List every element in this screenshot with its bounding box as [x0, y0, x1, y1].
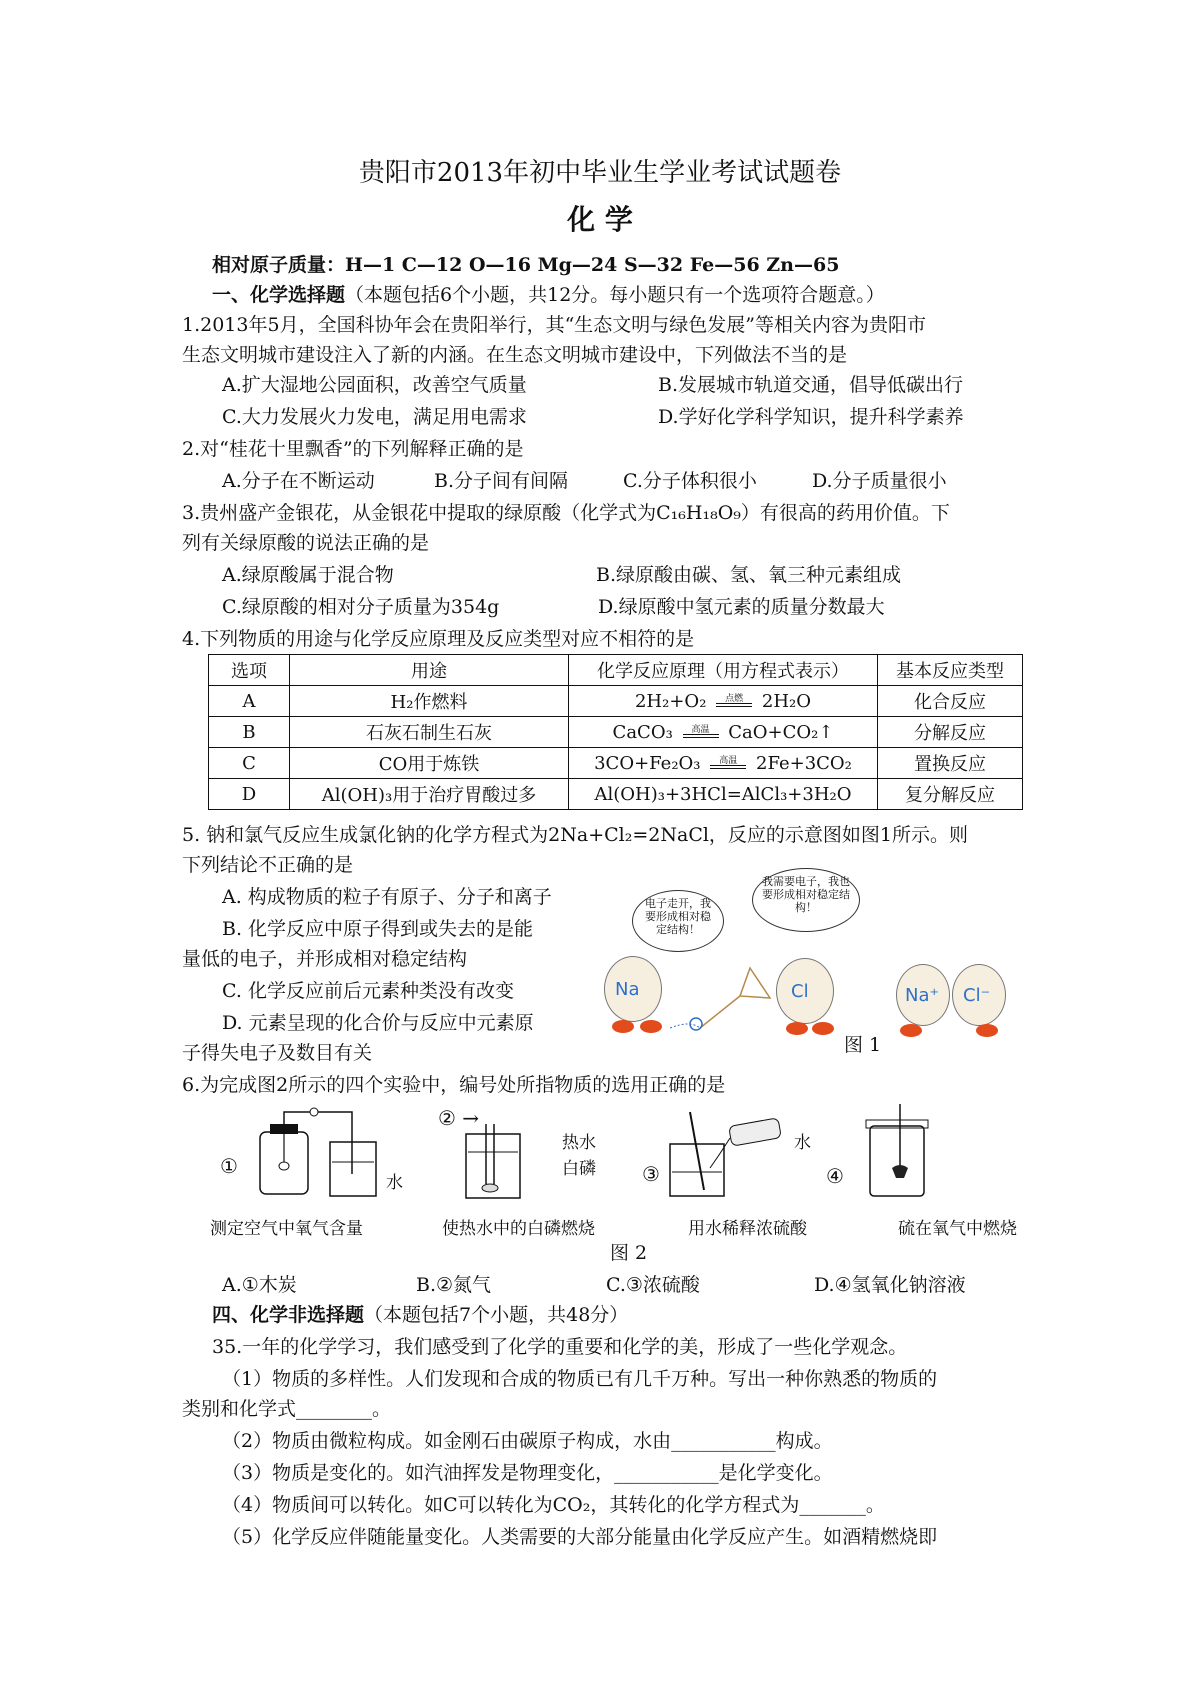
table-row: [209, 748, 1023, 779]
q3-option-b: B.绿原酸由碳、氢、氧三种元素组成: [596, 564, 902, 586]
label-number-1: ①: [220, 1154, 238, 1178]
cl-ion-label: Cl⁻: [963, 985, 991, 1006]
q2-option-a: A.分子在不断运动: [222, 470, 375, 492]
header-use: 用途: [290, 655, 569, 686]
label-number-3: ③: [642, 1162, 660, 1186]
q5-option-d-line2: 子得失电子及数目有关: [182, 1042, 373, 1064]
foot-icon: [976, 1024, 998, 1037]
q3-stem-line2: 列有关绿原酸的说法正确的是: [182, 532, 430, 554]
figure-1: [600, 868, 1030, 1058]
label-hot-water: 热水: [562, 1133, 596, 1153]
na-ion-label: Na⁺: [905, 985, 939, 1006]
row-equation: [569, 748, 878, 779]
q3-option-a: A.绿原酸属于混合物: [222, 564, 394, 586]
foot-icon: [786, 1022, 808, 1035]
eq-arrow: [706, 755, 750, 769]
row-equation: [569, 717, 878, 748]
foot-icon: [900, 1024, 922, 1037]
speech-bubble-na: 电子走开，我要形成相对稳定结构！: [632, 890, 724, 952]
row-use: 石灰石制生石灰: [290, 717, 569, 748]
q35-part2: （2）物质由微粒构成。如金刚石由碳原子构成，水由___________构成。: [222, 1430, 833, 1452]
section1-note: （本题包括6个小题，共12分。每小题只有一个选项符合题意。）: [345, 284, 885, 306]
section1-header: [212, 282, 885, 308]
row-option: A: [209, 686, 290, 717]
q6-option-a: A.①木炭: [222, 1274, 297, 1296]
q1-option-c: C.大力发展火力发电，满足用电需求: [222, 406, 527, 428]
eq-condition: 高温: [719, 755, 738, 766]
q35-part1-line1: （1）物质的多样性。人们发现和合成的物质已有几千万种。写出一种你熟悉的物质的: [222, 1368, 938, 1390]
eq-condition: 点燃: [725, 693, 744, 704]
na-atom: [604, 956, 662, 1022]
q6-option-b: B.②氮气: [416, 1274, 492, 1296]
row-equation: [569, 686, 878, 717]
q1-stem-line2: 生态文明城市建设注入了新的内涵。在生态文明城市建设中，下列做法不当的是: [182, 344, 848, 366]
row-option: D: [209, 779, 290, 810]
eq-left: 3CO+Fe₂O₃: [594, 752, 701, 774]
q35-part1-line2: 类别和化学式________。: [182, 1398, 392, 1420]
cl-ion: [952, 964, 1006, 1026]
section1-heading: 一、化学选择题: [212, 284, 346, 306]
header-principle: 化学反应原理（用方程式表示）: [569, 655, 878, 686]
q4-stem: 4.下列物质的用途与化学反应原理及反应类型对应不相符的是: [182, 628, 695, 650]
q35-stem: 35.一年的化学学习，我们感受到了化学的重要和化学的美，形成了一些化学观念。: [212, 1336, 908, 1358]
caption-exp-3: 用水稀释浓硫酸: [688, 1219, 807, 1239]
q5-option-a: A. 构成物质的粒子有原子、分子和离子: [222, 886, 552, 908]
row-use: H₂作燃料: [290, 686, 569, 717]
q2-stem: 2.对“桂花十里飘香”的下列解释正确的是: [182, 438, 524, 460]
cl-label: Cl: [791, 981, 809, 1002]
header-option: 选项: [209, 655, 290, 686]
experiment-2-apparatus: [460, 1124, 550, 1204]
q6-stem: 6.为完成图2所示的四个实验中，编号处所指物质的选用正确的是: [182, 1074, 726, 1096]
eq-right: CaO+CO₂↑: [728, 721, 834, 743]
q35-part5: （5）化学反应伴随能量变化。人类需要的大部分能量由化学反应产生。如酒精燃烧即: [222, 1526, 938, 1548]
row-use: Al(OH)₃用于治疗胃酸过多: [290, 779, 569, 810]
label-water-3: 水: [794, 1133, 811, 1153]
row-option: B: [209, 717, 290, 748]
foot-icon: [612, 1020, 634, 1033]
section4-heading: 四、化学非选择题: [212, 1304, 365, 1326]
q5-option-b-line1: B. 化学反应中原子得到或失去的是能: [222, 918, 534, 940]
section4-header: [212, 1302, 628, 1328]
q2-option-b: B.分子间有间隔: [434, 470, 569, 492]
row-equation: Al(OH)₃+3HCl=AlCl₃+3H₂O: [569, 779, 878, 810]
q6-option-c: C.③浓硫酸: [606, 1274, 700, 1296]
eq-arrow: [712, 693, 756, 707]
label-water-1: 水: [386, 1173, 403, 1193]
figure-2: [210, 1104, 1040, 1254]
label-number-4: ④: [826, 1164, 844, 1188]
label-number-2: ② →: [438, 1106, 480, 1130]
q3-option-d: D.绿原酸中氢元素的质量分数最大: [598, 596, 885, 618]
q6-option-d: D.④氢氧化钠溶液: [814, 1274, 966, 1296]
q1-option-a: A.扩大湿地公园面积，改善空气质量: [222, 374, 527, 396]
q5-option-c: C. 化学反应前后元素种类没有改变: [222, 980, 514, 1002]
q4-table: [208, 654, 1023, 810]
q5-stem-line1: 5. 钠和氯气反应生成氯化钠的化学方程式为2Na+Cl₂=2NaCl，反应的示意图如图1所示。则: [182, 824, 969, 846]
caption-exp-4: 硫在氧气中燃烧: [898, 1219, 1017, 1239]
eq-condition: 高温: [691, 724, 710, 735]
foot-icon: [812, 1022, 834, 1035]
row-option: C: [209, 748, 290, 779]
speech-bubble-cl: 我需要电子，我也要形成相对稳定结构！: [752, 868, 860, 932]
q1-option-b: B.发展城市轨道交通，倡导低碳出行: [658, 374, 964, 396]
eq-right: 2H₂O: [761, 690, 811, 712]
row-type: 复分解反应: [878, 779, 1023, 810]
label-number-2-text: ②: [438, 1106, 456, 1130]
cl-atom: [776, 958, 834, 1024]
caption-exp-1: 测定空气中氧气含量: [210, 1219, 363, 1239]
q1-stem-line1: 1.2013年5月，全国科协年会在贵阳举行，其“生态文明与绿色发展”等相关内容为贵阳市: [182, 314, 926, 336]
section4-note: （本题包括7个小题，共48分）: [364, 1304, 629, 1326]
experiment-1-apparatus: [250, 1104, 400, 1204]
atomic-masses: 相对原子质量：H—1 C—12 O—16 Mg—24 S—32 Fe—56 Zn—65: [212, 254, 840, 276]
q35-part4: （4）物质间可以转化。如C可以转化为CO₂，其转化的化学方程式为_______。: [222, 1494, 885, 1516]
q2-option-d: D.分子质量很小: [812, 470, 947, 492]
label-white-phosphorus: 白磷: [562, 1159, 596, 1179]
table-row: [209, 686, 1023, 717]
q5-option-b-line2: 量低的电子，并形成相对稳定结构: [182, 948, 468, 970]
header-type: 基本反应类型: [878, 655, 1023, 686]
q2-option-c: C.分子体积很小: [623, 470, 757, 492]
q5-stem-line2: 下列结论不正确的是: [182, 854, 354, 876]
q3-option-c: C.绿原酸的相对分子质量为354g: [222, 596, 500, 618]
row-type: 置换反应: [878, 748, 1023, 779]
na-ion: [896, 964, 950, 1026]
figure-2-caption: 图 2: [610, 1242, 648, 1264]
row-type: 分解反应: [878, 717, 1023, 748]
figure-1-caption: 图 1: [844, 1034, 882, 1056]
na-label: Na: [615, 979, 640, 1000]
eq-left: CaCO₃: [612, 721, 673, 743]
row-type: 化合反应: [878, 686, 1023, 717]
q3-stem-line1: 3.贵州盛产金银花，从金银花中提取的绿原酸（化学式为C₁₆H₁₈O₉）有很高的药用价值。下: [182, 502, 950, 524]
table-row: [209, 717, 1023, 748]
subject-title: 化 学: [567, 203, 633, 236]
q35-part3: （3）物质是变化的。如汽油挥发是物理变化，___________是化学变化。: [222, 1462, 833, 1484]
eq-right: 2Fe+3CO₂: [756, 752, 852, 774]
exam-title: 贵阳市2013年初中毕业生学业考试试题卷: [358, 158, 842, 188]
eq-arrow: [679, 724, 723, 738]
row-use: CO用于炼铁: [290, 748, 569, 779]
caption-exp-2: 使热水中的白磷燃烧: [442, 1219, 595, 1239]
table-header-row: [209, 655, 1023, 686]
table-row: [209, 779, 1023, 810]
experiment-4-apparatus: [860, 1104, 940, 1204]
foot-icon: [640, 1020, 662, 1033]
net-icon: [670, 958, 780, 1038]
eq-left: 2H₂+O₂: [634, 690, 707, 712]
experiment-3-apparatus: [660, 1104, 800, 1204]
q5-option-d-line1: D. 元素呈现的化合价与反应中元素原: [222, 1012, 534, 1034]
q1-option-d: D.学好化学科学知识，提升科学素养: [658, 406, 964, 428]
